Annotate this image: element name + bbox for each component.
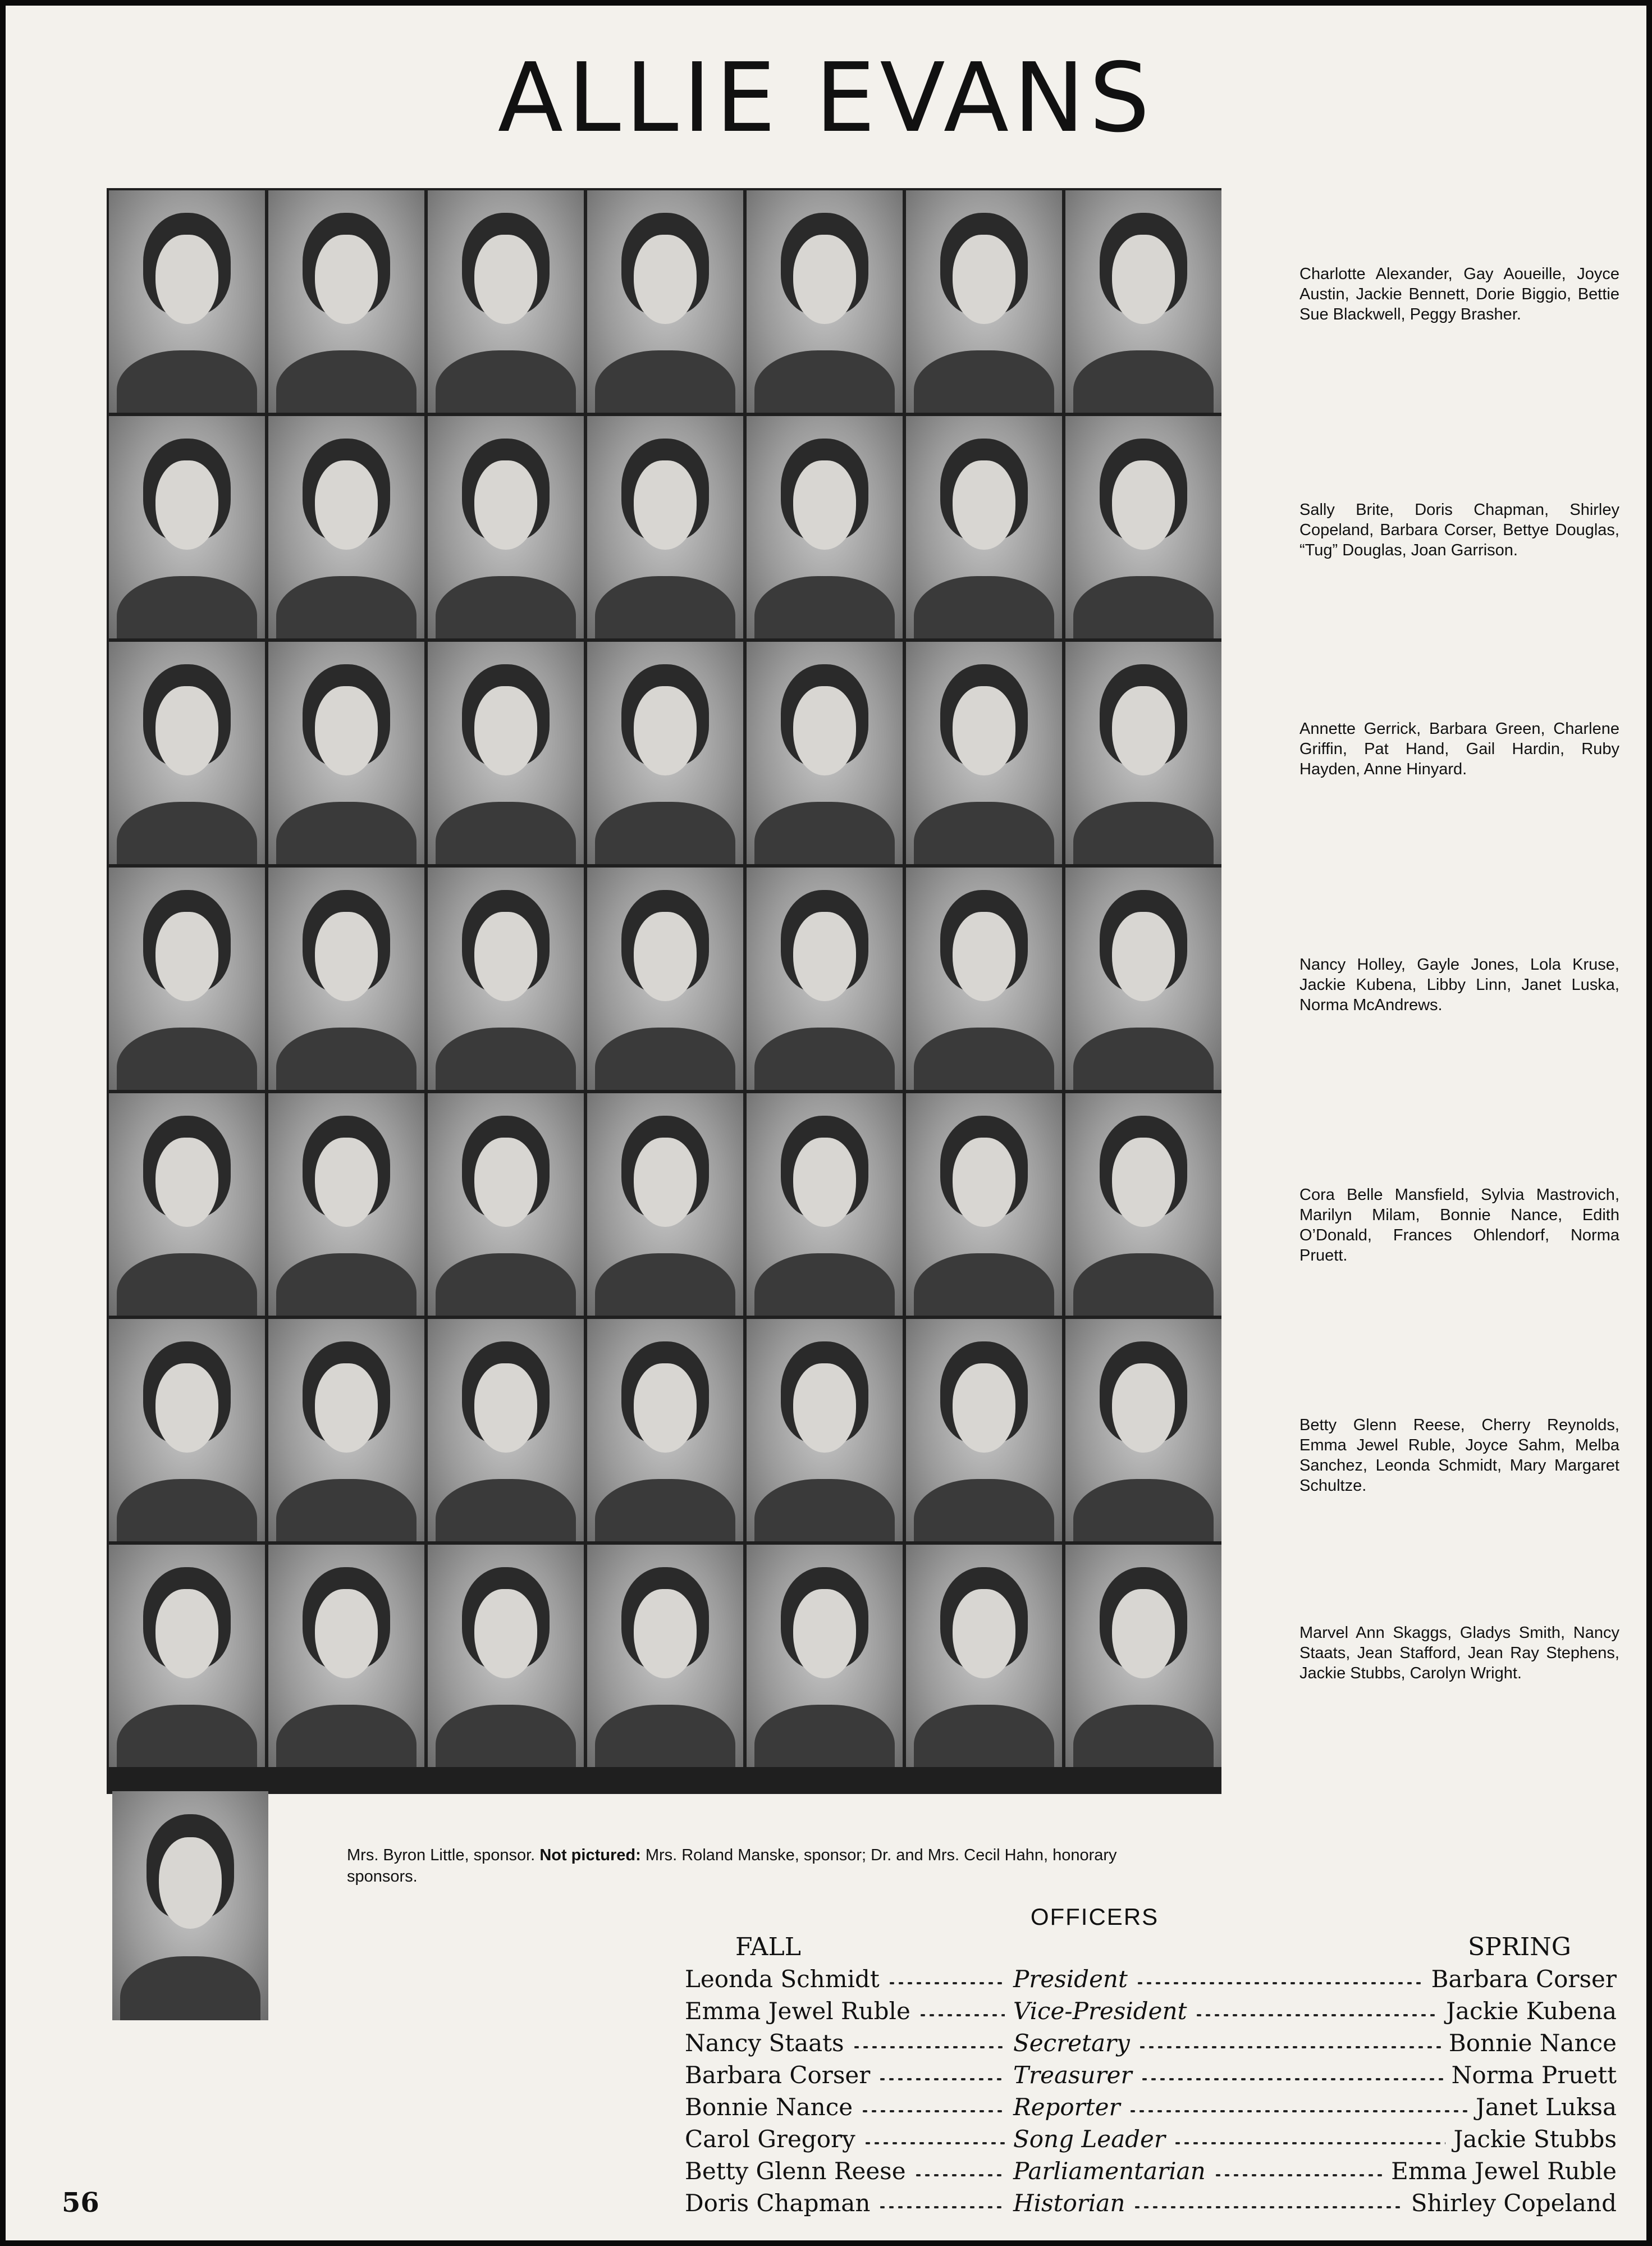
leader-dots	[1128, 2110, 1468, 2112]
not-pictured-label: Not pictured:	[539, 1846, 641, 1864]
portrait-photo	[747, 868, 903, 1090]
portrait-photo	[109, 868, 265, 1090]
yearbook-page	[6, 6, 1646, 2240]
office-title: Reporter	[1013, 2093, 1120, 2121]
portrait-photo	[906, 416, 1062, 638]
officer-row	[685, 1997, 1617, 2029]
leader-dots	[1214, 2174, 1383, 2176]
portrait-photo	[428, 416, 584, 638]
leader-dots	[887, 1982, 1005, 1984]
officers-heading: OFFICERS	[1030, 1903, 1159, 1930]
spring-officer: Shirley Copeland	[1411, 2189, 1617, 2217]
portrait-photo	[268, 416, 424, 638]
portrait-photo	[109, 416, 265, 638]
office-title: Treasurer	[1013, 2061, 1132, 2089]
sponsor-portrait	[112, 1791, 268, 2020]
portrait-photo	[906, 642, 1062, 864]
leader-dots	[878, 2078, 1005, 2080]
officer-row	[685, 2061, 1617, 2093]
portrait-photo	[1065, 1319, 1221, 1541]
portrait-photo	[906, 868, 1062, 1090]
portrait-photo	[268, 868, 424, 1090]
page-number: 56	[62, 2187, 99, 2218]
portrait-photo	[428, 642, 584, 864]
row-caption: Nancy Holley, Gayle Jones, Lola Kruse, Jackie Kubena, Libby Linn, Janet Luska, Norma McAndrews.	[1299, 956, 1619, 1014]
portrait-photo	[109, 1319, 265, 1541]
spring-officer: Jackie Stubbs	[1453, 2125, 1617, 2153]
portrait-photo	[268, 1093, 424, 1316]
portrait-photo	[747, 1319, 903, 1541]
leader-dots	[852, 2046, 1005, 2048]
fall-label: FALL	[735, 1933, 801, 1961]
leader-dots	[918, 2014, 1005, 2016]
officer-row	[685, 2189, 1617, 2221]
row-caption: Marvel Ann Skaggs, Gladys Smith, Nancy Staats, Jean Stafford, Jean Ray Stephens, Jackie Stubbs, Carolyn Wright.	[1299, 1624, 1619, 1682]
row-caption: Cora Belle Mansfield, Sylvia Mastrovich, Marilyn Milam, Bonnie Nance, Edith O’Donald, Frances Ohlendorf, Norma Pruett.	[1299, 1186, 1619, 1264]
row-caption: Charlotte Alexander, Gay Aoueille, Joyce Austin, Jackie Bennett, Dorie Biggio, Bettie Sue Blackwell, Peggy Brasher.	[1299, 265, 1619, 323]
spring-officer: Janet Luksa	[1476, 2093, 1617, 2121]
spring-label: SPRING	[1468, 1933, 1571, 1961]
portrait-photo	[109, 1093, 265, 1316]
sponsor-note	[347, 1845, 1133, 1887]
portrait-photo	[587, 1545, 743, 1767]
fall-officer: Carol Gregory	[685, 2125, 855, 2153]
portrait-photo	[587, 868, 743, 1090]
portrait-photo	[1065, 1093, 1221, 1316]
portrait-photo	[268, 1319, 424, 1541]
leader-dots	[1138, 2046, 1441, 2048]
portrait-photo	[1065, 868, 1221, 1090]
page-title: ALLIE EVANS	[497, 43, 1155, 154]
office-title: Historian	[1013, 2189, 1125, 2217]
fall-officer: Nancy Staats	[685, 2029, 844, 2057]
spring-officer: Barbara Corser	[1431, 1965, 1617, 1993]
leader-dots	[1173, 2142, 1445, 2144]
officer-row	[685, 1965, 1617, 1997]
leader-dots	[1133, 2206, 1403, 2208]
portrait-photo	[747, 190, 903, 413]
sponsor-line: Mrs. Byron Little, sponsor.	[347, 1846, 536, 1864]
officer-row	[685, 2157, 1617, 2189]
portrait-photo	[587, 1093, 743, 1316]
portrait-photo	[428, 1319, 584, 1541]
not-pictured-names: Mrs. Roland Manske, sponsor; Dr. and Mrs. Cecil Hahn, honorary sponsors.	[347, 1846, 1117, 1886]
portrait-photo	[109, 190, 265, 413]
office-title: Secretary	[1013, 2029, 1130, 2057]
portrait-photo	[587, 642, 743, 864]
portrait-photo	[268, 190, 424, 413]
portrait-photo	[109, 642, 265, 864]
portrait-photo	[1065, 642, 1221, 864]
leader-dots	[878, 2206, 1005, 2208]
spring-officer: Jackie Kubena	[1446, 1997, 1617, 2025]
leader-dots	[861, 2110, 1005, 2112]
spring-officer: Norma Pruett	[1451, 2061, 1617, 2089]
leader-dots	[914, 2174, 1005, 2176]
portrait-photo	[109, 1545, 265, 1767]
portrait-photo	[747, 416, 903, 638]
portrait-photo	[1065, 1545, 1221, 1767]
fall-officer: Emma Jewel Ruble	[685, 1997, 910, 2025]
leader-dots	[1136, 1982, 1424, 1984]
fall-officer: Leonda Schmidt	[685, 1965, 880, 1993]
fall-officer: Doris Chapman	[685, 2189, 871, 2217]
officer-row	[685, 2093, 1617, 2125]
portrait-photo	[587, 1319, 743, 1541]
row-caption: Annette Gerrick, Barbara Green, Charlene Griffin, Pat Hand, Gail Hardin, Ruby Hayden, Anne Hinyard.	[1299, 720, 1619, 778]
portrait-photo	[268, 1545, 424, 1767]
fall-officer: Bonnie Nance	[685, 2093, 853, 2121]
row-caption: Sally Brite, Doris Chapman, Shirley Copeland, Barbara Corser, Bettye Douglas, “Tug” Douglas, Joan Garrison.	[1299, 501, 1619, 559]
leader-dots	[1195, 2014, 1438, 2016]
portrait-photo	[587, 190, 743, 413]
row-caption: Betty Glenn Reese, Cherry Reynolds, Emma Jewel Ruble, Joyce Sahm, Melba Sanchez, Leonda Schmidt, Mary Margaret Schultze.	[1299, 1416, 1619, 1495]
spring-officer: Bonnie Nance	[1448, 2029, 1617, 2057]
fall-officer: Betty Glenn Reese	[685, 2157, 906, 2185]
fall-officer: Barbara Corser	[685, 2061, 871, 2089]
leader-dots	[863, 2142, 1005, 2144]
portrait-photo	[906, 1545, 1062, 1767]
office-title: President	[1013, 1965, 1128, 1993]
spring-officer: Emma Jewel Ruble	[1391, 2157, 1617, 2185]
portrait-photo	[268, 642, 424, 864]
officer-row	[685, 2029, 1617, 2061]
portrait-photo	[906, 1319, 1062, 1541]
office-title: Parliamentarian	[1013, 2157, 1206, 2185]
portrait-photo	[428, 868, 584, 1090]
portrait-photo	[587, 416, 743, 638]
portrait-photo	[747, 1545, 903, 1767]
office-title: Song Leader	[1013, 2125, 1165, 2153]
portrait-photo	[1065, 416, 1221, 638]
portrait-photo	[428, 190, 584, 413]
office-title: Vice-President	[1013, 1997, 1187, 2025]
portrait-photo	[1065, 190, 1221, 413]
portrait-photo	[428, 1093, 584, 1316]
portrait-photo	[747, 642, 903, 864]
officer-row	[685, 2125, 1617, 2157]
portrait-photo	[747, 1093, 903, 1316]
portrait-photo	[906, 190, 1062, 413]
leader-dots	[1140, 2078, 1444, 2080]
portrait-photo	[428, 1545, 584, 1767]
portrait-photo	[906, 1093, 1062, 1316]
portrait-grid	[107, 188, 1221, 1794]
